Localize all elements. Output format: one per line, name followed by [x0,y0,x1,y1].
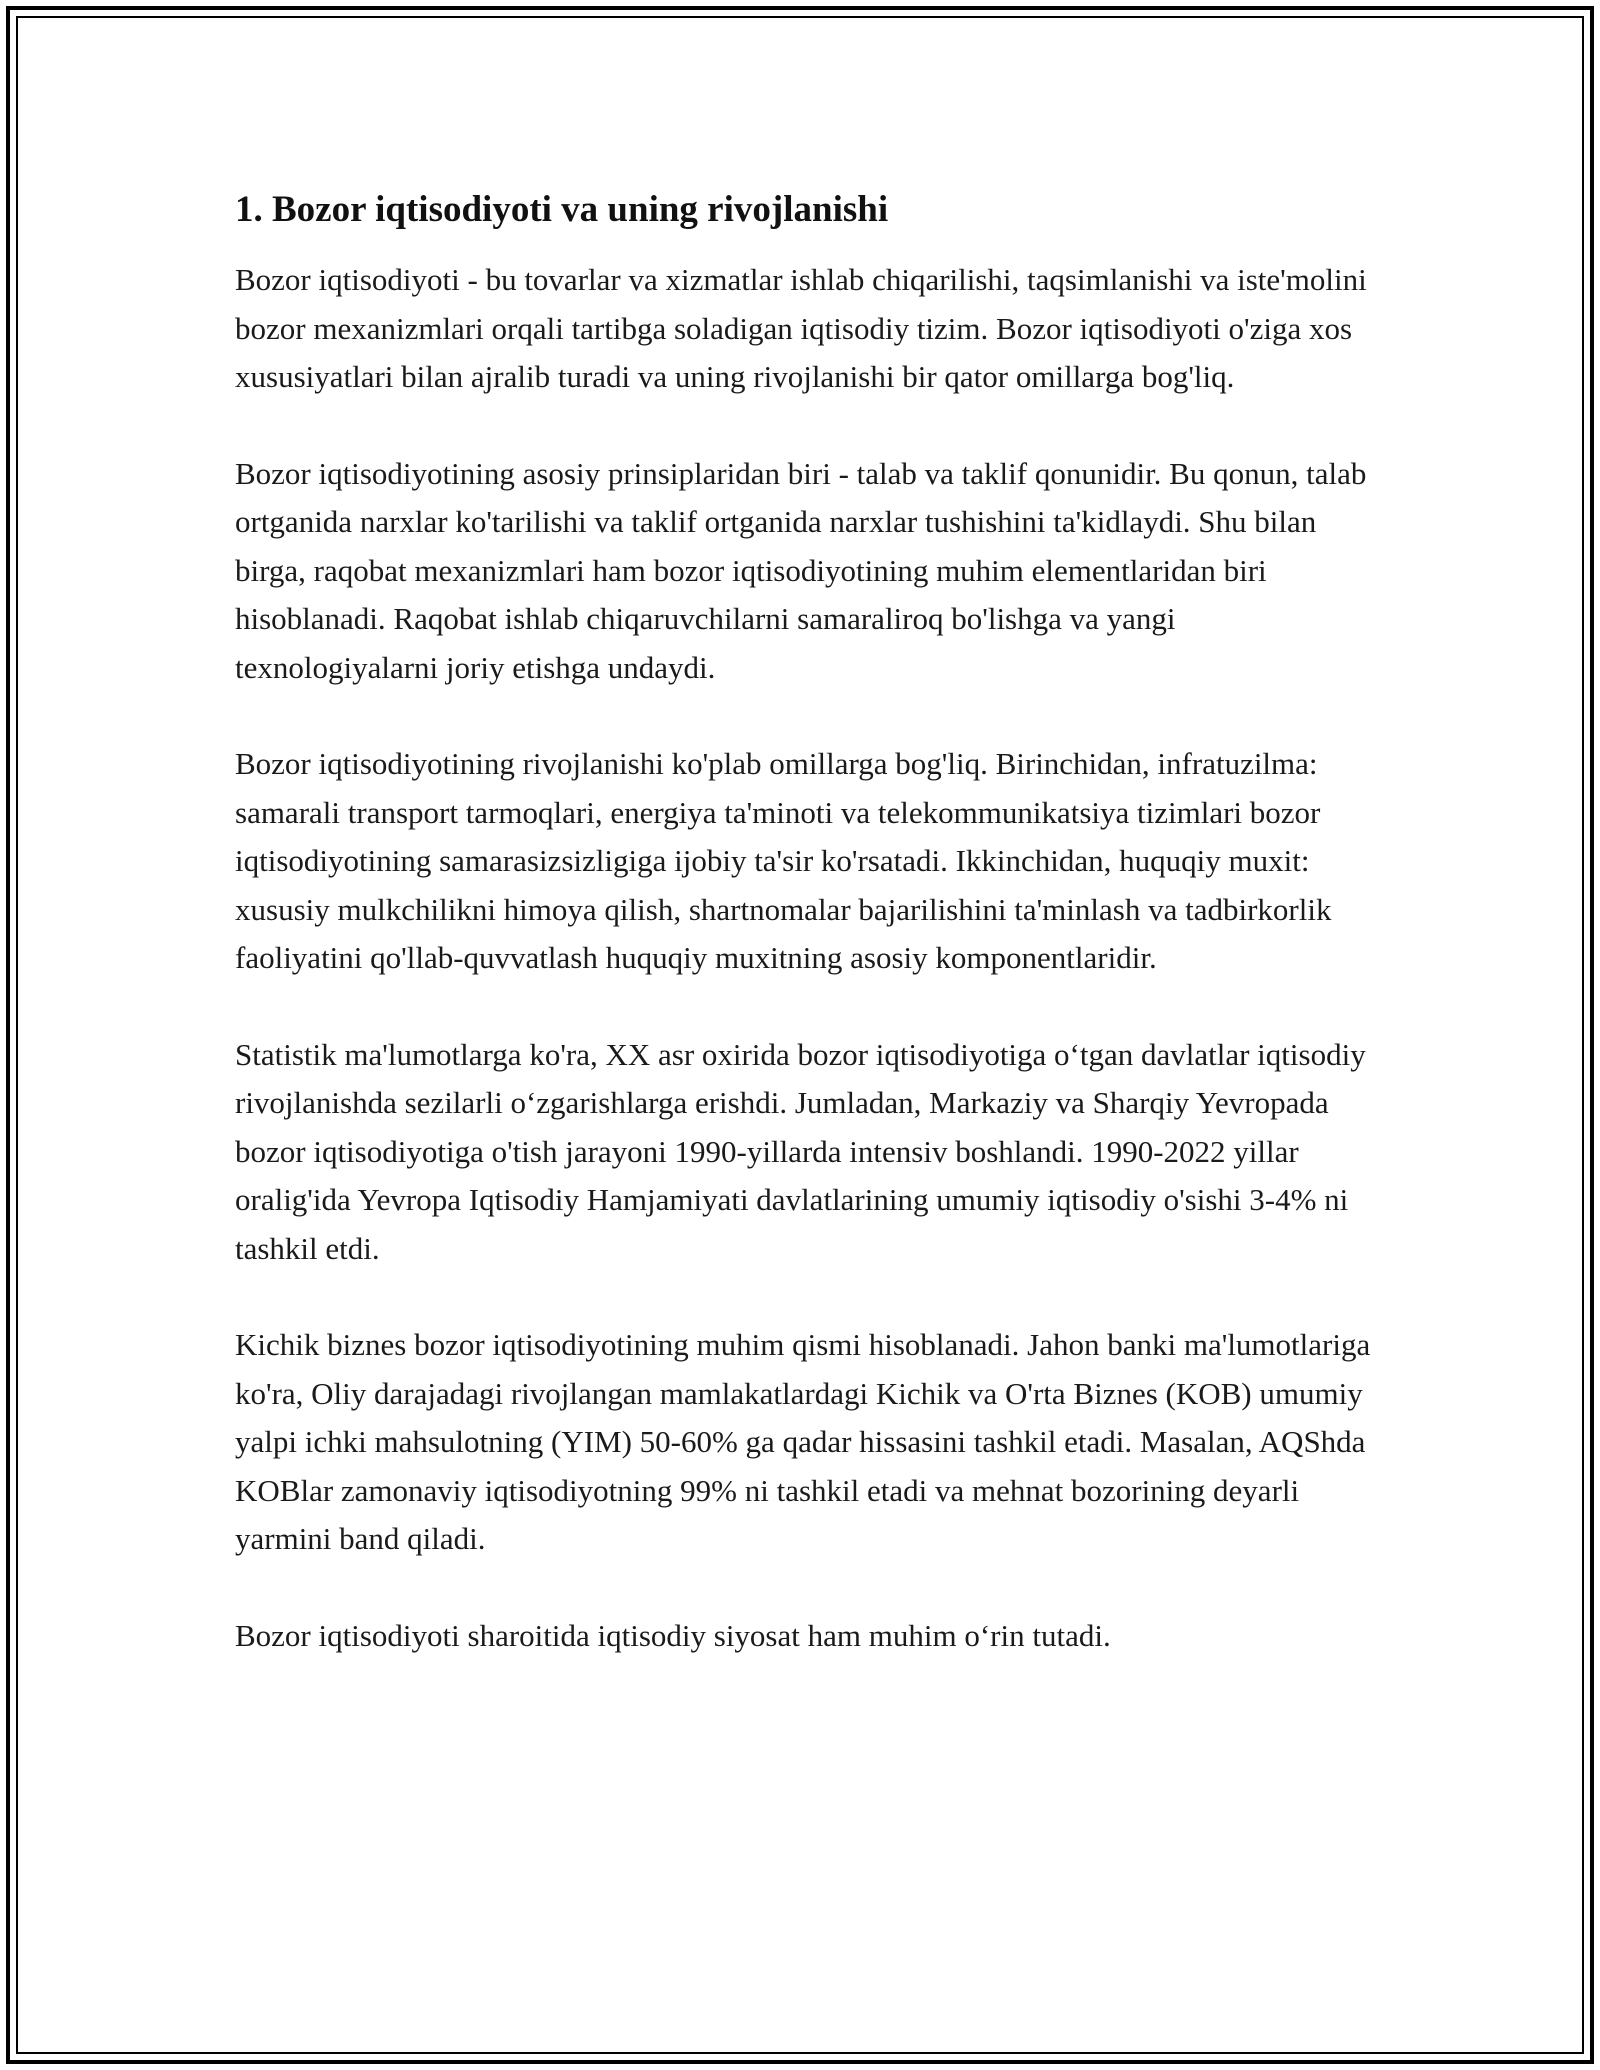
paragraph-statistics: Statistik ma'lumotlarga ko'ra, XX asr oxirida bozor iqtisodiyotiga o‘tgan davlatlar iqtisodiy rivojlanishda sezilarli o‘zgarishlarga erishdi. Jumladan, Markaziy va Sharqiy Yevropada bozor iqtisodiyotiga o'tish jarayoni 1990-yillarda intensiv boshlandi. 1990-2022 yillar oralig'ida Yevropa Iqtisodiy Hamjamiyati davlatlarining umumiy iqtisodiy o'sishi 3-4% ni tashkil etdi. [235,1036,1366,1266]
document-page [235,186,1375,1708]
paragraph-development-factors: Bozor iqtisodiyotining rivojlanishi ko'plab omillarga bog'liq. Birinchidan, infratuzilma: samarali transport tarmoqlari, energiya ta'minoti va telekommunikatsiya tizimlari bozor iqtisodiyotining samarasizsizligiga ijobiy ta'sir ko'rsatadi. Ikkinchidan, huquqiy muxit: xususiy mulkchilikni himoya qilish, shartnomalar bajarilishini ta'minlash va tadbirkorlik faoliyatini qo'llab-quvvatlash huquqiy muxitning asosiy komponentlaridir. [235,746,1332,975]
paragraph-economic-policy: Bozor iqtisodiyoti sharoitida iqtisodiy siyosat ham muhim o‘rin tutadi. [235,1617,1111,1653]
paragraph-supply-demand: Bozor iqtisodiyotining asosiy prinsiplaridan biri - talab va taklif qonunidir. Bu qonun, talab ortganida narxlar ko'tarilishi va taklif ortganida narxlar tushishini ta'kidlaydi. Shu bilan birga, raqobat mexanizmlari ham bozor iqtisodiyotining muhim elementlaridan biri hisoblanadi. Raqobat ishlab chiqaruvchilarni samaraliroq bo'lishga va yangi texnologiyalarni joriy etishga undaydi. [235,455,1367,685]
paragraph-small-business: Kichik biznes bozor iqtisodiyotining muhim qismi hisoblanadi. Jahon banki ma'lumotlariga ko'ra, Oliy darajadagi rivojlangan mamlakatlardagi Kichik va O'rta Biznes (KOB) umumiy yalpi ichki mahsulotning (YIM) 50-60% ga qadar hissasini tashkil etadi. Masalan, AQShda KOBlar zamonaviy iqtisodiyotning 99% ni tashkil etadi va mehnat bozorining deyarli yarmini band qiladi. [235,1327,1371,1556]
paragraph-definition: Bozor iqtisodiyoti - bu tovarlar va xizmatlar ishlab chiqarilishi, taqsimlanishi va iste'molini bozor mexanizmlari orqali tartibga soladigan iqtisodiy tizim. Bozor iqtisodiyoti o'ziga xos xususiyatlari bilan ajralib turadi va uning rivojlanishi bir qator omillarga bog'liq. [235,262,1367,394]
section-heading: 1. Bozor iqtisodiyoti va uning rivojlanishi [235,189,889,230]
